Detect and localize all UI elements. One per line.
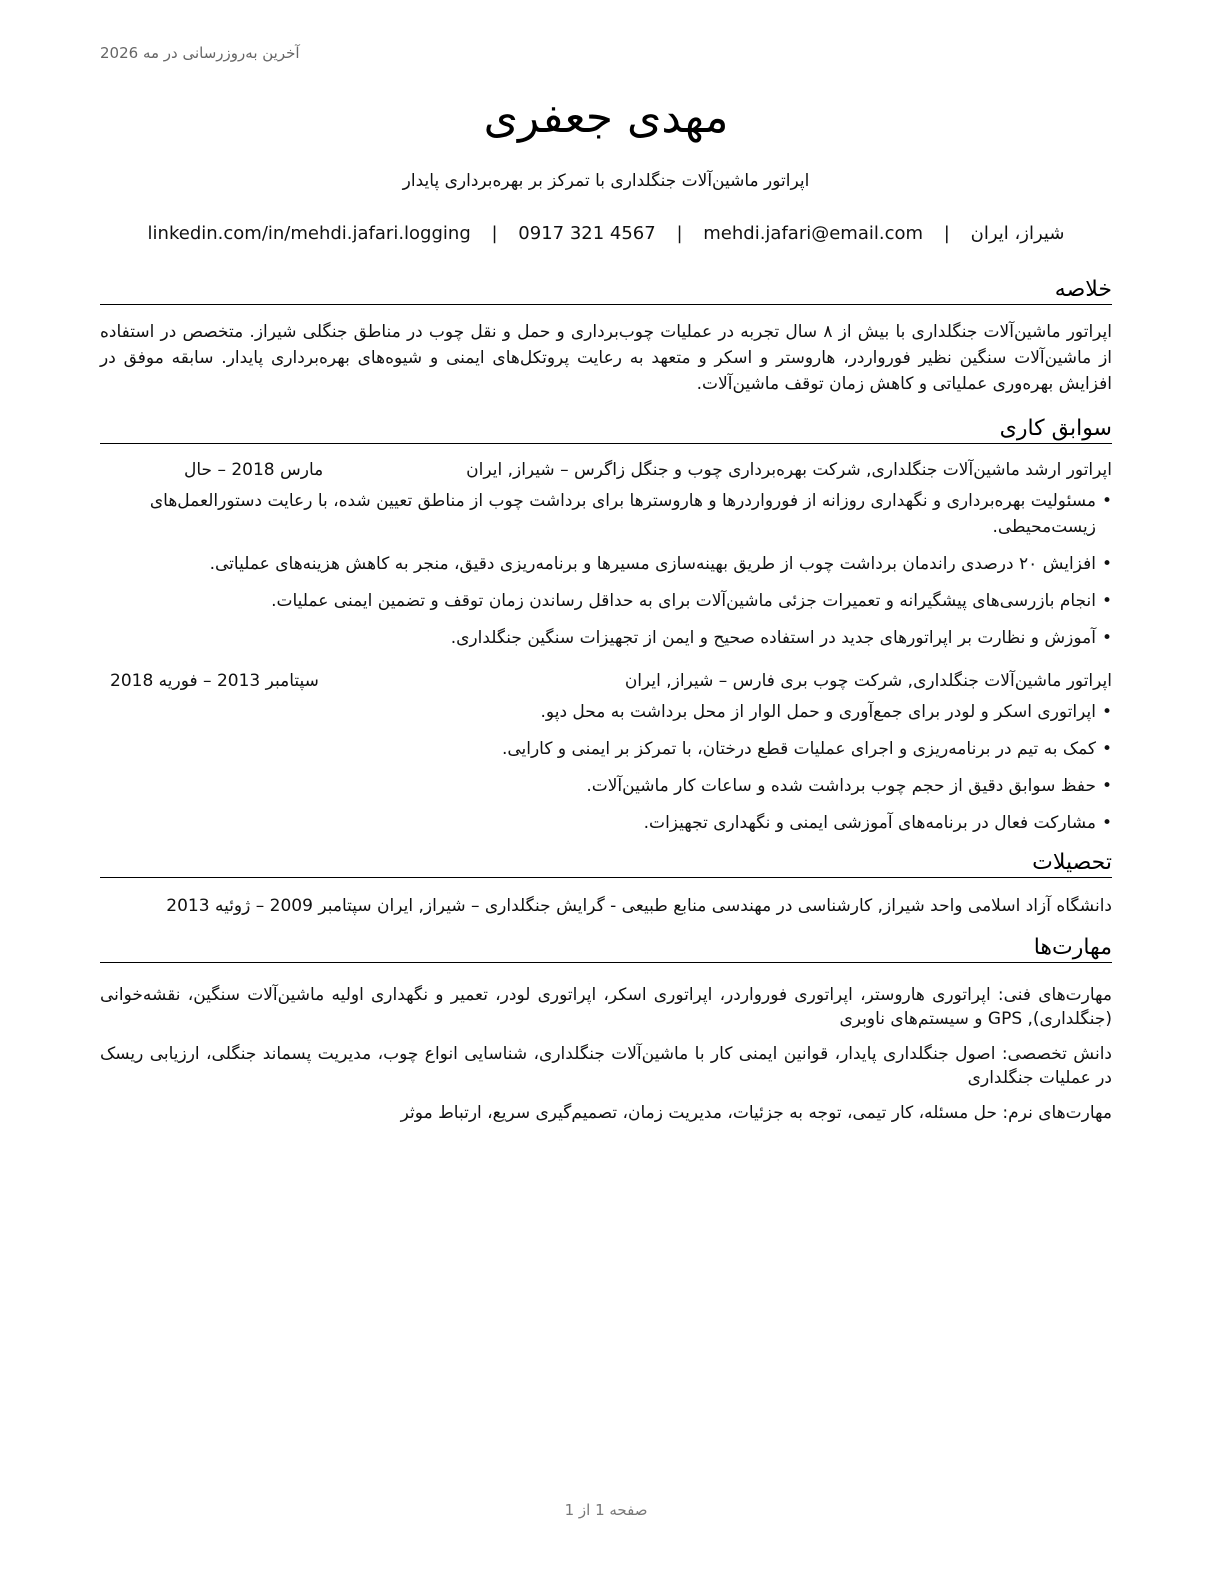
contact-separator: | (943, 223, 950, 244)
resume-page (100, 0, 1112, 1584)
headline: اپراتور ماشین‌آلات جنگلداری با تمرکز بر بهره‌برداری پایدار (402, 171, 810, 191)
list-item: • افزایش ۲۰ درصدی راندمان برداشت چوب از طریق بهینه‌سازی مسیرها و برنامه‌ریزی دقیق، منجر به کاهش هزینه‌های عملیاتی. (100, 551, 1112, 577)
list-item: • مسئولیت بهره‌برداری و نگهداری روزانه از فورواردرها و هاروسترها برای برداشت چوب از مناطق تعیین شده، با رعایت دستورالعمل‌های زیست‌محیطی. (100, 488, 1112, 540)
skills-heading: مهارت‌ها (100, 934, 1112, 963)
contact-line (100, 223, 1112, 244)
education-line: دانشگاه آزاد اسلامی واحد شیراز, کارشناسی در مهندسی منابع طبیعی - گرایش جنگلداری – شیراز, ایران سپتامبر 2009 – ژوئیه 2013 (166, 896, 1112, 916)
contact-email[interactable]: mehdi.jafari@email.com (703, 223, 924, 244)
job-title: اپراتور ماشین‌آلات جنگلداری, شرکت چوب بری فارس – شیراز, ایران (624, 671, 1112, 691)
list-item: • مشارکت فعال در برنامه‌های آموزشی ایمنی و نگهداری تجهیزات. (100, 810, 1112, 836)
contact-phone[interactable]: 0917 321 4567 (518, 223, 656, 244)
contact-separator: | (491, 223, 498, 244)
job-header (100, 668, 1112, 694)
education-heading: تحصیلات (100, 849, 1112, 878)
skill-knowledge: دانش تخصصی: اصول جنگلداری پایدار، قوانین ایمنی کار با ماشین‌آلات جنگلداری، شناسایی انواع چوب، مدیریت پسماند جنگلی، ارزیابی ریسک در عملیات جنگلداری (100, 1044, 1112, 1088)
experience-heading: سوابق کاری (100, 415, 1112, 444)
job-header (100, 457, 1112, 483)
list-item: • کمک به تیم در برنامه‌ریزی و اجرای عملیات قطع درختان، با تمرکز بر ایمنی و کارایی. (100, 736, 1112, 762)
job-bullets (100, 488, 1112, 662)
list-item: • انجام بازرسی‌های پیشگیرانه و تعمیرات جزئی ماشین‌آلات برای به حداقل رساندن زمان توقف و تضمین ایمنی عملیات. (100, 588, 1112, 614)
job-title: اپراتور ارشد ماشین‌آلات جنگلداری, شرکت بهره‌برداری چوب و جنگل زاگرس – شیراز, ایران (466, 460, 1112, 480)
candidate-name: مهدی جعفری (483, 92, 729, 143)
summary-text: اپراتور ماشین‌آلات جنگلداری با بیش از ۸ سال تجربه در عملیات چوب‌برداری و حمل و نقل چوب در مناطق جنگلی شیراز. متخصص در استفاده از ماشین‌آلات سنگین نظیر فورواردر، هاروستر و اسکر و متعهد به رعایت پروتکل‌های ایمنی و شیوه‌های بهره‌برداری پایدار. سابقه موفق در افزایش بهره‌وری عملیاتی و کاهش زمان توقف ماشین‌آلات. (100, 322, 1112, 394)
skill-soft: مهارت‌های نرم: حل مسئله، کار تیمی، توجه به جزئیات، مدیریت زمان، تصمیم‌گیری سریع، ارتباط موثر (400, 1103, 1112, 1123)
job-dates: مارس 2018 – حال (184, 460, 324, 480)
skill-technical: مهارت‌های فنی: اپراتوری هاروستر، اپراتوری فورواردر، اپراتوری اسکر، اپراتوری لودر، تعمیر و نگهداری اولیه ماشین‌آلات سنگین، نقشه‌خوانی (جنگلداری), GPS و سیستم‌های ناوبری (100, 985, 1112, 1029)
summary-heading: خلاصه (100, 276, 1112, 305)
job-dates: سپتامبر 2013 – فوریه 2018 (110, 671, 319, 691)
list-item: • حفظ سوابق دقیق از حجم چوب برداشت شده و ساعات کار ماشین‌آلات. (100, 773, 1112, 799)
list-item: • آموزش و نظارت بر اپراتورهای جدید در استفاده صحیح و ایمن از تجهیزات سنگین جنگلداری. (100, 625, 1112, 651)
list-item: • اپراتوری اسکر و لودر برای جمع‌آوری و حمل الوار از محل برداشت به محل دپو. (100, 699, 1112, 725)
job-bullets (100, 699, 1112, 847)
last-updated: آخرین به‌روزرسانی در مه 2026 (100, 44, 300, 62)
contact-linkedin[interactable]: linkedin.com/in/mehdi.jafari.logging (147, 223, 471, 244)
page-number: صفحه 1 از 1 (564, 1501, 648, 1519)
contact-location: شیراز، ایران (970, 223, 1065, 244)
contact-separator: | (676, 223, 683, 244)
